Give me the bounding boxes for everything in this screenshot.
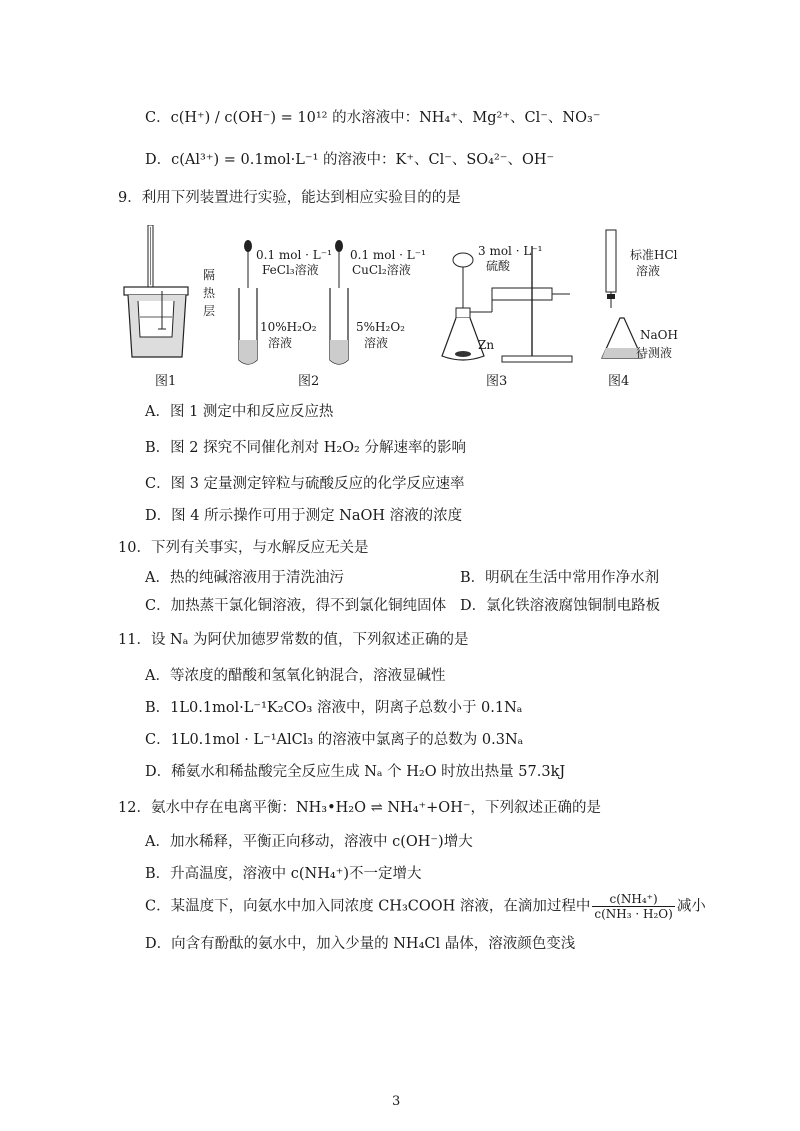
fig3-acid: 硫酸 xyxy=(486,259,511,273)
fig4-naoh: NaOH xyxy=(640,328,678,342)
q11-option-b: B．1L0.1mol·L⁻¹K₂CO₃ 溶液中，阴离子总数小于 0.1Nₐ xyxy=(145,700,523,716)
q9-stem: 9．利用下列装置进行实验，能达到相应实验目的的是 xyxy=(118,190,461,206)
fig2-right-h2o2: 5%H₂O₂ xyxy=(356,320,405,334)
option-d-prev: D．c(Al³⁺) = 0.1mol·L⁻¹ 的溶液中：K⁺、Cl⁻、SO₄²⁻、OH⁻ xyxy=(145,152,555,168)
fig2-left-conc: 0.1 mol · L⁻¹ xyxy=(256,248,332,262)
fig1-caption: 图1 xyxy=(155,374,177,389)
q12-option-c-text: C．某温度下，向氨水中加入同浓度 CH₃COOH 溶液，在滴加过程中 xyxy=(145,898,591,915)
q11-stem: 11．设 Nₐ 为阿伏加德罗常数的值，下列叙述正确的是 xyxy=(118,632,469,648)
q12-stem: 12．氨水中存在电离平衡：NH₃•H₂O ⇌ NH₄⁺+OH⁻，下列叙述正确的是 xyxy=(118,800,601,816)
fig2-right-conc: 0.1 mol · L⁻¹ xyxy=(350,248,426,262)
fig3-conc: 3 mol · L⁻¹ xyxy=(478,244,543,258)
q12-option-c-end: 减小 xyxy=(676,898,706,915)
fraction-denominator: c(NH₃ · H₂O) xyxy=(594,907,673,921)
q10-option-b: B．明矾在生活中常用作净水剂 xyxy=(460,570,660,586)
fig2-right-reagent: CuCl₂溶液 xyxy=(352,263,411,277)
fig1-label-1: 隔 xyxy=(203,268,216,282)
q9-option-a: A．图 1 测定中和反应反应热 xyxy=(145,404,334,420)
fig4-caption: 图4 xyxy=(608,374,630,389)
option-c-prev: C．c(H⁺) / c(OH⁻) = 10¹² 的水溶液中：NH₄⁺、Mg²⁺、Cl⁻、NO₃⁻ xyxy=(145,110,601,126)
q9-option-d: D．图 4 所示操作可用于测定 NaOH 溶液的浓度 xyxy=(145,508,463,524)
q12-option-c-fraction xyxy=(592,892,674,921)
q11-option-a: A．等浓度的醋酸和氢氧化钠混合，溶液显碱性 xyxy=(145,668,446,684)
q9-option-b: B．图 2 探究不同催化剂对 H₂O₂ 分解速率的影响 xyxy=(145,440,466,456)
fig4-analyte: 待测液 xyxy=(636,346,673,360)
fig2-right-solution: 溶液 xyxy=(364,336,389,350)
fig2-left-reagent: FeCl₃溶液 xyxy=(262,263,319,277)
fig1-label-2: 热 xyxy=(203,286,216,300)
q10-option-d: D．氯化铁溶液腐蚀铜制电路板 xyxy=(460,598,661,614)
q9-option-c: C．图 3 定量测定锌粒与硫酸反应的化学反应速率 xyxy=(145,476,465,492)
q11-option-c: C．1L0.1mol · L⁻¹AlCl₃ 的溶液中氯离子的总数为 0.3Nₐ xyxy=(145,732,524,748)
q10-option-a: A．热的纯碱溶液用于清洗油污 xyxy=(145,570,344,586)
q12-option-d: D．向含有酚酞的氨水中，加入少量的 NH₄Cl 晶体，溶液颜色变浅 xyxy=(145,936,576,952)
q12-option-a: A．加水稀释，平衡正向移动，溶液中 c(OH⁻)增大 xyxy=(145,834,473,850)
fraction-numerator: c(NH₄⁺) xyxy=(592,892,674,907)
fig2-left-h2o2: 10%H₂O₂ xyxy=(260,320,317,334)
fig3-caption: 图3 xyxy=(486,374,508,389)
q10-stem: 10．下列有关事实，与水解反应无关是 xyxy=(118,540,369,556)
fig1-label-3: 层 xyxy=(203,304,216,318)
fig4-hcl: 标准HCl xyxy=(630,248,678,262)
fig4-hcl-solution: 溶液 xyxy=(636,264,661,278)
fig3-zn: Zn xyxy=(478,338,495,352)
page-number: 3 xyxy=(392,1094,401,1109)
q12-option-b: B．升高温度，溶液中 c(NH₄⁺)不一定增大 xyxy=(145,866,422,882)
fig1-calorimeter xyxy=(120,225,235,370)
q12-option-c xyxy=(145,892,706,921)
fig2-caption: 图2 xyxy=(298,374,320,389)
fig2-left-solution: 溶液 xyxy=(268,336,293,350)
q10-option-c: C．加热蒸干氯化铜溶液，得不到氯化铜纯固体 xyxy=(145,598,447,614)
q11-option-d: D．稀氨水和稀盐酸完全反应生成 Nₐ 个 H₂O 时放出热量 57.3kJ xyxy=(145,764,566,780)
